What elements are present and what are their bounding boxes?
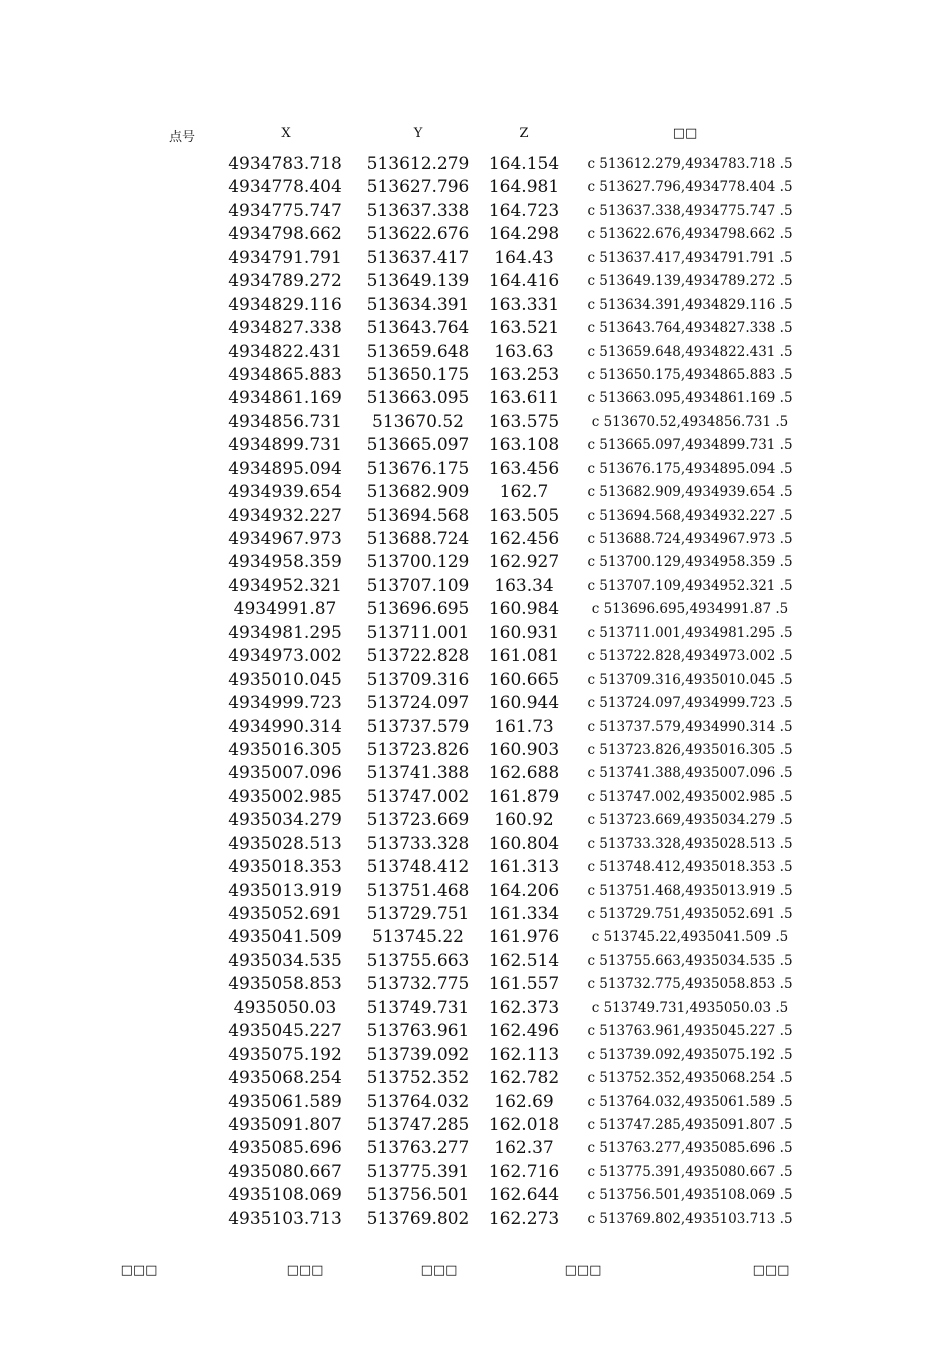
- x-value: 4935091.807: [228, 1114, 342, 1135]
- y-value: 513676.175: [366, 458, 470, 479]
- z-value: 161.081: [488, 646, 560, 667]
- footer-label-3: □□□: [420, 1263, 458, 1278]
- table-row: [0, 223, 950, 246]
- table-row: [0, 575, 950, 598]
- z-value: 164.981: [488, 177, 560, 198]
- z-value: 162.7: [499, 482, 549, 503]
- note-value: c 513724.097,4934999.723 .5: [587, 695, 793, 712]
- z-value: 163.521: [488, 318, 560, 339]
- table-row: [0, 270, 950, 293]
- x-value: 4935103.713: [228, 1208, 342, 1229]
- x-value: 4934829.116: [228, 294, 342, 315]
- y-value: 513682.909: [366, 482, 470, 503]
- y-value: 513723.826: [366, 739, 470, 760]
- note-value: c 513694.568,4934932.227 .5: [587, 507, 793, 524]
- y-value: 513700.129: [366, 552, 470, 573]
- note-value: c 513696.695,4934991.87 .5: [591, 601, 789, 618]
- x-value: 4935045.227: [228, 1021, 342, 1042]
- y-value: 513769.802: [366, 1208, 470, 1229]
- footer-label-5: □□□: [752, 1263, 790, 1278]
- x-column-header: X: [281, 126, 291, 141]
- z-value: 164.298: [488, 224, 560, 245]
- z-value: 162.688: [488, 763, 560, 784]
- z-value: 161.334: [488, 904, 560, 924]
- x-value: 4935016.305: [228, 739, 342, 760]
- table-row: [0, 1114, 950, 1137]
- z-column-header: Z: [519, 126, 529, 141]
- y-value: 513663.095: [366, 388, 470, 409]
- y-value: 513764.032: [366, 1091, 470, 1112]
- x-value: 4934798.662: [228, 224, 342, 245]
- x-value: 4934939.654: [228, 482, 342, 503]
- table-row: [0, 762, 950, 785]
- y-value: 513751.468: [366, 880, 470, 901]
- table-row: [0, 716, 950, 739]
- table-row: [0, 833, 950, 856]
- y-value: 513627.796: [366, 177, 470, 198]
- note-value: c 513764.032,4935061.589 .5: [587, 1093, 793, 1110]
- z-value: 160.804: [488, 833, 560, 854]
- table-row: [0, 528, 950, 551]
- x-value: 4934991.87: [233, 599, 337, 620]
- note-value: c 513775.391,4935080.667 .5: [587, 1163, 793, 1180]
- table-row: [0, 411, 950, 434]
- footer-label-1: □□□: [120, 1263, 158, 1278]
- table-row: [0, 1184, 950, 1207]
- note-value: c 513643.764,4934827.338 .5: [587, 320, 793, 337]
- x-value: 4935075.192: [228, 1044, 342, 1065]
- z-value: 164.723: [488, 200, 560, 221]
- x-value: 4935034.279: [228, 810, 342, 831]
- note-value: c 513637.338,4934775.747 .5: [587, 202, 793, 219]
- x-value: 4935052.691: [228, 904, 342, 924]
- x-value: 4935108.069: [228, 1185, 342, 1206]
- y-value: 513749.731: [366, 997, 470, 1018]
- table-row: [0, 669, 950, 692]
- y-value: 513737.579: [366, 716, 470, 737]
- z-value: 163.63: [494, 341, 554, 362]
- note-value: c 513729.751,4935052.691 .5: [587, 906, 793, 922]
- x-value: 4934932.227: [228, 505, 342, 526]
- note-value: c 513752.352,4935068.254 .5: [587, 1070, 793, 1087]
- x-value: 4935028.513: [228, 833, 342, 854]
- note-value: c 513751.468,4935013.919 .5: [587, 882, 793, 899]
- table-row: [0, 622, 950, 645]
- table-row: [0, 481, 950, 504]
- x-value: 4935085.696: [228, 1138, 342, 1159]
- point-number-header: 点号: [168, 130, 195, 145]
- note-value: c 513739.092,4935075.192 .5: [587, 1046, 793, 1063]
- note-value: c 513723.826,4935016.305 .5: [587, 741, 793, 758]
- table-row: [0, 551, 950, 574]
- y-value: 513659.648: [366, 341, 470, 362]
- z-value: 164.43: [494, 247, 554, 268]
- table-row: [0, 1091, 950, 1114]
- table-row: [0, 458, 950, 481]
- z-value: 163.456: [488, 458, 560, 479]
- table-row: [0, 434, 950, 457]
- z-value: 162.644: [488, 1185, 560, 1206]
- z-value: 160.665: [488, 669, 560, 690]
- x-value: 4934789.272: [228, 271, 342, 292]
- table-row: [0, 997, 950, 1020]
- note-value: c 513763.277,4935085.696 .5: [587, 1140, 793, 1157]
- y-value: 513637.338: [366, 200, 470, 221]
- coordinate-table-body: [0, 153, 950, 1231]
- table-row: [0, 950, 950, 973]
- note-value: c 513748.412,4935018.353 .5: [587, 859, 793, 876]
- table-row: [0, 1208, 950, 1231]
- x-value: 4934775.747: [228, 200, 342, 221]
- table-row: [0, 1044, 950, 1067]
- y-value: 513670.52: [372, 411, 464, 432]
- note-value: c 513741.388,4935007.096 .5: [587, 765, 793, 782]
- y-value: 513733.328: [366, 833, 470, 854]
- note-value: c 513682.909,4934939.654 .5: [587, 484, 793, 501]
- z-value: 163.108: [488, 435, 560, 456]
- note-value: c 513676.175,4934895.094 .5: [587, 460, 793, 477]
- x-value: 4934899.731: [228, 435, 342, 456]
- z-value: 163.34: [494, 575, 554, 596]
- note-value: c 513732.775,4935058.853 .5: [587, 976, 793, 993]
- table-row: [0, 786, 950, 809]
- x-value: 4934973.002: [228, 646, 342, 667]
- note-column-header: □□: [672, 126, 698, 141]
- z-value: 163.505: [488, 505, 560, 526]
- y-value: 513747.002: [366, 786, 470, 807]
- y-value: 513755.663: [366, 950, 470, 971]
- table-header: [0, 126, 950, 146]
- note-value: c 513711.001,4934981.295 .5: [587, 624, 793, 641]
- footer-label-2: □□□: [286, 1263, 324, 1278]
- z-value: 164.206: [488, 880, 560, 901]
- z-value: 163.611: [488, 388, 560, 409]
- x-value: 4935013.919: [228, 880, 342, 901]
- x-value: 4935002.985: [228, 786, 342, 807]
- y-value: 513752.352: [366, 1068, 470, 1089]
- note-value: c 513745.22,4935041.509 .5: [591, 929, 789, 946]
- x-value: 4935068.254: [228, 1068, 342, 1089]
- z-value: 162.69: [494, 1091, 554, 1112]
- x-value: 4934958.359: [228, 552, 342, 573]
- table-row: [0, 856, 950, 879]
- z-value: 160.92: [494, 810, 554, 831]
- y-column-header: Y: [413, 126, 423, 141]
- table-row: [0, 1067, 950, 1090]
- note-value: c 513622.676,4934798.662 .5: [587, 226, 793, 243]
- x-value: 4934990.314: [228, 716, 342, 737]
- y-value: 513745.22: [372, 927, 464, 948]
- table-row: [0, 247, 950, 270]
- y-value: 513709.316: [366, 669, 470, 690]
- y-value: 513649.139: [366, 271, 470, 292]
- table-row: [0, 973, 950, 996]
- z-value: 161.879: [488, 786, 560, 807]
- x-value: 4934791.791: [228, 247, 342, 268]
- note-value: c 513747.002,4935002.985 .5: [587, 788, 793, 805]
- z-value: 161.313: [488, 857, 560, 878]
- table-row: [0, 1137, 950, 1160]
- table-row: [0, 200, 950, 223]
- y-value: 513650.175: [366, 364, 470, 385]
- x-value: 4935050.03: [233, 997, 337, 1018]
- y-value: 513622.676: [366, 224, 470, 245]
- x-value: 4934856.731: [228, 411, 342, 432]
- note-value: c 513634.391,4934829.116 .5: [587, 296, 793, 313]
- note-value: c 513763.961,4935045.227 .5: [587, 1023, 793, 1040]
- note-value: c 513612.279,4934783.718 .5: [587, 156, 793, 172]
- table-row: [0, 598, 950, 621]
- table-row: [0, 317, 950, 340]
- note-value: c 513733.328,4935028.513 .5: [587, 835, 793, 852]
- note-value: c 513688.724,4934967.973 .5: [587, 531, 793, 547]
- z-value: 162.373: [488, 997, 560, 1018]
- table-row: [0, 505, 950, 528]
- x-value: 4935010.045: [228, 669, 342, 690]
- x-value: 4935041.509: [228, 927, 342, 948]
- note-value: c 513670.52,4934856.731 .5: [591, 413, 789, 430]
- z-value: 164.154: [488, 154, 560, 174]
- x-value: 4935080.667: [228, 1161, 342, 1182]
- table-row: [0, 645, 950, 668]
- z-value: 162.927: [488, 552, 560, 573]
- y-value: 513723.669: [366, 810, 470, 831]
- table-row: [0, 364, 950, 387]
- z-value: 162.456: [488, 529, 560, 549]
- table-row: [0, 176, 950, 199]
- note-value: c 513769.802,4935103.713 .5: [587, 1210, 793, 1227]
- y-value: 513722.828: [366, 646, 470, 667]
- table-row: [0, 341, 950, 364]
- y-value: 513665.097: [366, 435, 470, 456]
- x-value: 4935007.096: [228, 763, 342, 784]
- note-value: c 513707.109,4934952.321 .5: [587, 577, 793, 594]
- note-value: c 513649.139,4934789.272 .5: [587, 273, 793, 290]
- table-row: [0, 153, 950, 176]
- x-value: 4934967.973: [228, 529, 342, 549]
- y-value: 513741.388: [366, 763, 470, 784]
- y-value: 513732.775: [366, 974, 470, 995]
- y-value: 513643.764: [366, 318, 470, 339]
- z-value: 161.73: [494, 716, 554, 737]
- note-value: c 513650.175,4934865.883 .5: [587, 366, 793, 383]
- y-value: 513763.277: [366, 1138, 470, 1159]
- table-row: [0, 903, 950, 926]
- footer-label-4: □□□: [564, 1263, 602, 1278]
- y-value: 513637.417: [366, 247, 470, 268]
- note-value: c 513747.285,4935091.807 .5: [587, 1116, 793, 1133]
- z-value: 162.716: [488, 1161, 560, 1182]
- table-row: [0, 387, 950, 410]
- y-value: 513775.391: [366, 1161, 470, 1182]
- note-value: c 513737.579,4934990.314 .5: [587, 718, 793, 735]
- z-value: 163.331: [488, 294, 560, 315]
- z-value: 162.113: [488, 1044, 560, 1065]
- x-value: 4934895.094: [228, 458, 342, 479]
- note-value: c 513627.796,4934778.404 .5: [587, 179, 793, 196]
- y-value: 513747.285: [366, 1114, 470, 1135]
- x-value: 4934827.338: [228, 318, 342, 339]
- table-row: [0, 926, 950, 949]
- z-value: 160.944: [488, 693, 560, 714]
- z-value: 161.557: [488, 974, 560, 995]
- x-value: 4934861.169: [228, 388, 342, 409]
- z-value: 164.416: [488, 271, 560, 292]
- table-row: [0, 1020, 950, 1043]
- table-row: [0, 692, 950, 715]
- note-value: c 513665.097,4934899.731 .5: [587, 437, 793, 454]
- x-value: 4934778.404: [228, 177, 342, 198]
- table-row: [0, 294, 950, 317]
- note-value: c 513663.095,4934861.169 .5: [587, 390, 793, 407]
- x-value: 4935018.353: [228, 857, 342, 878]
- x-value: 4934981.295: [228, 622, 342, 643]
- signature-footer: [0, 1263, 950, 1283]
- x-value: 4935058.853: [228, 974, 342, 995]
- z-value: 160.984: [488, 599, 560, 620]
- y-value: 513696.695: [366, 599, 470, 620]
- x-value: 4934865.883: [228, 364, 342, 385]
- x-value: 4934783.718: [228, 154, 342, 174]
- z-value: 163.575: [488, 411, 560, 432]
- table-row: [0, 809, 950, 832]
- z-value: 163.253: [488, 364, 560, 385]
- y-value: 513688.724: [366, 529, 470, 549]
- z-value: 160.931: [488, 622, 560, 643]
- note-value: c 513659.648,4934822.431 .5: [587, 343, 793, 360]
- x-value: 4934952.321: [228, 575, 342, 596]
- note-value: c 513700.129,4934958.359 .5: [587, 554, 793, 571]
- note-value: c 513755.663,4935034.535 .5: [587, 952, 793, 969]
- z-value: 162.496: [488, 1021, 560, 1042]
- table-row: [0, 880, 950, 903]
- x-value: 4934999.723: [228, 693, 342, 714]
- z-value: 162.514: [488, 950, 560, 971]
- y-value: 513724.097: [366, 693, 470, 714]
- y-value: 513634.391: [366, 294, 470, 315]
- x-value: 4934822.431: [228, 341, 342, 362]
- y-value: 513711.001: [366, 622, 470, 643]
- x-value: 4935061.589: [228, 1091, 342, 1112]
- z-value: 160.903: [488, 739, 560, 760]
- y-value: 513739.092: [366, 1044, 470, 1065]
- y-value: 513729.751: [366, 904, 470, 924]
- y-value: 513694.568: [366, 505, 470, 526]
- note-value: c 513749.731,4935050.03 .5: [591, 999, 789, 1016]
- z-value: 162.37: [494, 1138, 554, 1159]
- z-value: 162.018: [488, 1114, 560, 1135]
- table-row: [0, 1161, 950, 1184]
- note-value: c 513637.417,4934791.791 .5: [587, 249, 793, 266]
- note-value: c 513723.669,4935034.279 .5: [587, 812, 793, 829]
- z-value: 161.976: [488, 927, 560, 948]
- y-value: 513612.279: [366, 154, 470, 174]
- x-value: 4935034.535: [228, 950, 342, 971]
- y-value: 513756.501: [366, 1185, 470, 1206]
- note-value: c 513756.501,4935108.069 .5: [587, 1187, 793, 1204]
- y-value: 513748.412: [366, 857, 470, 878]
- z-value: 162.273: [488, 1208, 560, 1229]
- y-value: 513763.961: [366, 1021, 470, 1042]
- y-value: 513707.109: [366, 575, 470, 596]
- note-value: c 513709.316,4935010.045 .5: [587, 671, 793, 688]
- table-row: [0, 739, 950, 762]
- note-value: c 513722.828,4934973.002 .5: [587, 648, 793, 665]
- z-value: 162.782: [488, 1068, 560, 1089]
